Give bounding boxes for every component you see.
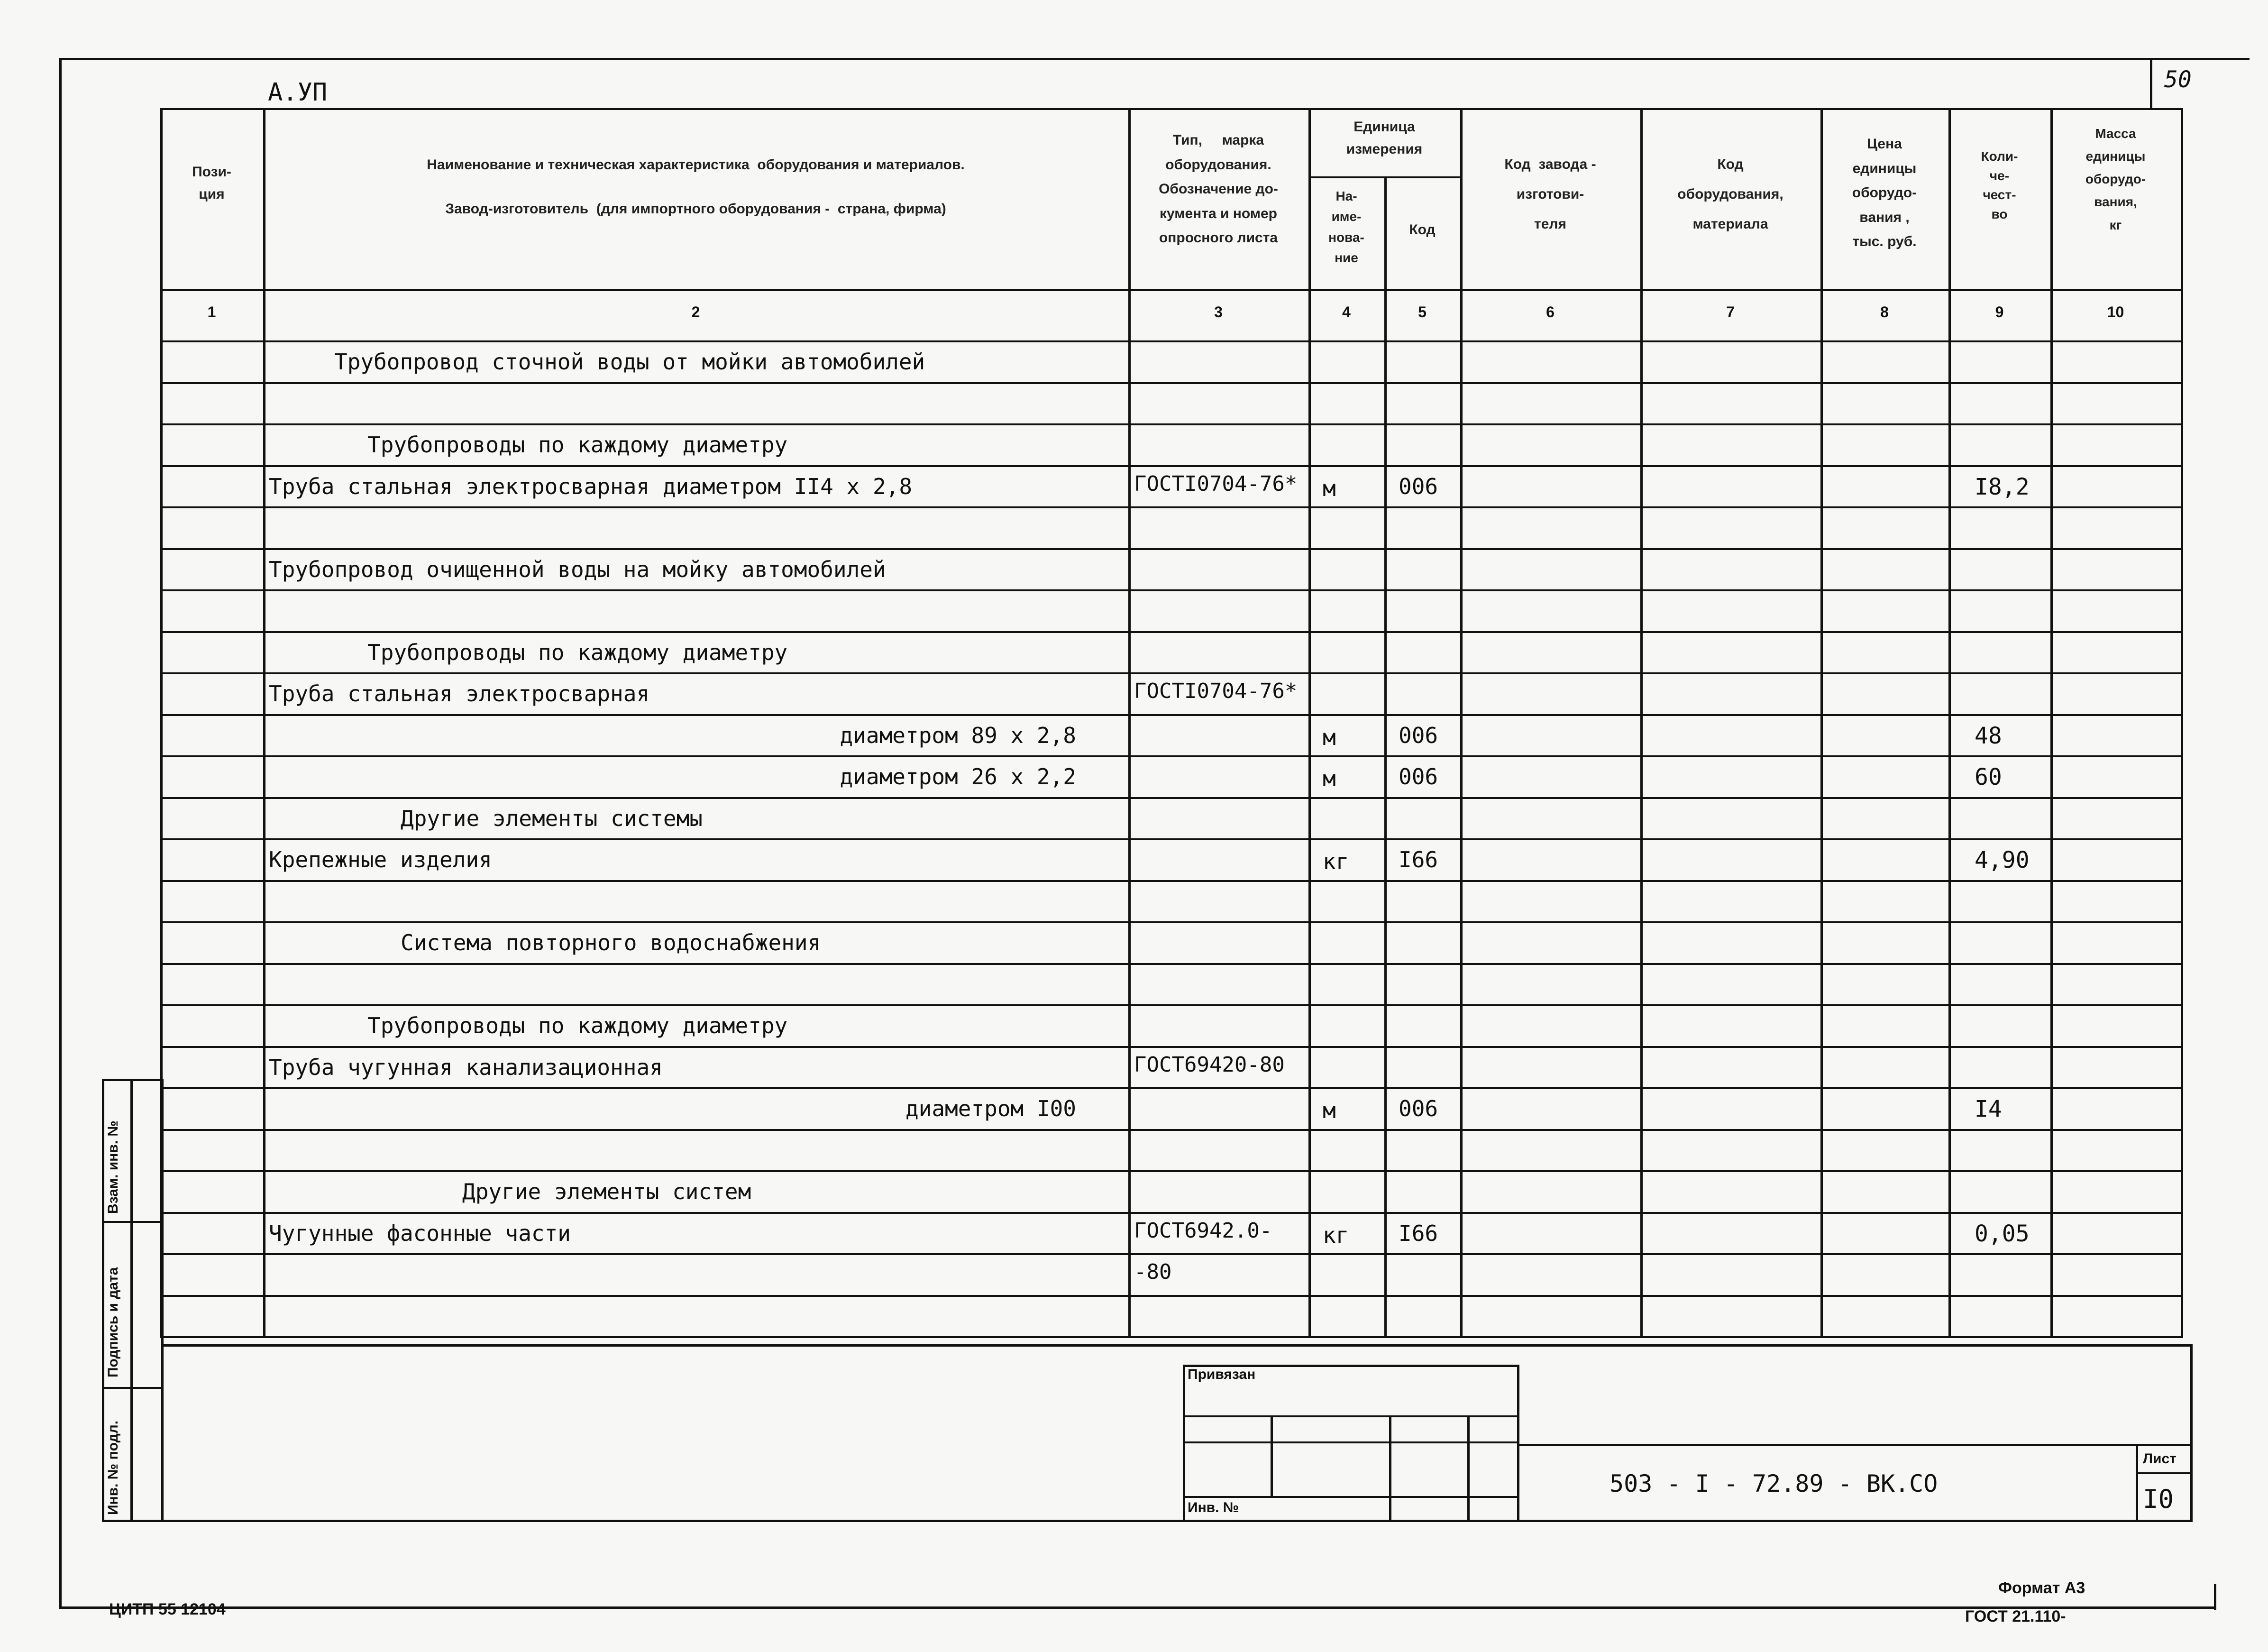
row-line [160, 1087, 2181, 1089]
row-line [160, 1336, 2181, 1338]
row-name: Труба стальная электросварная [269, 681, 650, 707]
row-line [160, 465, 2181, 467]
sheet-number: I0 [2143, 1484, 2174, 1514]
row-name: Трубопроводы по каждому диаметру [367, 432, 788, 458]
row-name: Трубопровод сточной воды от мойки автомобилей [334, 349, 925, 375]
header-equip-code: Код оборудования, материала [1677, 156, 1783, 232]
numbers-bottom-line [160, 340, 2181, 342]
row-line [160, 921, 2181, 923]
table-top-line [160, 108, 2181, 110]
row-qty: 48 [1975, 722, 2002, 749]
row-line [160, 963, 2181, 965]
row-name: диаметром 89 x 2,8 [840, 722, 1076, 748]
privyazan-vline-1 [1271, 1415, 1273, 1496]
row-type: ГОСТ69420-80 [1134, 1052, 1285, 1077]
column-number: 6 [1546, 303, 1555, 321]
privyazan-label: Привязан [1188, 1367, 1256, 1382]
header-name: Наименование и техническая характеристика оборудования и материалов. Завод-изготовитель (для импортного оборудования - страна, фирма) [427, 157, 965, 217]
column-line [1948, 108, 1951, 1338]
row-line [160, 1046, 2181, 1048]
footer-tick [2214, 1584, 2216, 1610]
row-unit: м [1323, 724, 1336, 750]
row-name: Чугунные фасонные части [269, 1220, 571, 1246]
row-line [160, 1253, 2181, 1255]
album-label: А.УП [268, 78, 328, 107]
side-field-replace-inv: Взам. инв. № [105, 1120, 121, 1214]
row-name: Система повторного водоснабжения [401, 930, 821, 955]
header-unit: Единица измерения [1346, 119, 1423, 157]
row-name: Крепежные изделия [269, 847, 492, 872]
row-qty: 60 [1975, 764, 2002, 790]
row-type: ГОСТI0704-76* [1134, 471, 1298, 496]
header-price: Цена единицы оборудо- вания , тыс. руб. [1852, 136, 1917, 250]
sheet-corner-number: 50 [2164, 66, 2192, 93]
column-number: 7 [1726, 303, 1735, 321]
row-name: Труба стальная электросварная диаметром II4 x 2,8 [269, 473, 913, 499]
row-qty: I8,2 [1975, 473, 2030, 500]
row-name: Трубопроводы по каждому диаметру [367, 1013, 788, 1038]
row-line [160, 423, 2181, 425]
row-line [160, 755, 2181, 757]
header-unit-code: Код [1409, 222, 1436, 238]
row-name: Трубопровод очищенной воды на мойку автомобилей [269, 556, 886, 582]
row-line [160, 714, 2181, 716]
row-qty: 4,90 [1975, 847, 2030, 873]
row-unit: кг [1323, 849, 1349, 874]
row-line [160, 672, 2181, 674]
column-number: 3 [1214, 303, 1223, 321]
inv-no-label: Инв. № [1188, 1500, 1239, 1515]
row-code: I66 [1399, 847, 1438, 872]
row-unit: м [1323, 1098, 1336, 1123]
row-line [160, 1004, 2181, 1006]
footer-gost: ГОСТ 21.110- [1965, 1607, 2066, 1625]
row-code: 006 [1399, 1096, 1438, 1121]
row-code: 006 [1399, 473, 1438, 499]
column-number: 5 [1418, 303, 1427, 321]
header-mfr-code: Код завода - изготови- теля [1504, 156, 1596, 232]
footer-code: ЦИТП 55 12104 [109, 1600, 226, 1618]
column-number: 8 [1880, 303, 1889, 321]
title-block-top [1519, 1444, 2193, 1446]
footer-format: Формат А3 [1998, 1579, 2085, 1597]
header-unit-name: На- име- нова- ние [1328, 189, 1364, 266]
document-code: 503 - I - 72.89 - ВК.СО [1610, 1470, 1938, 1497]
side-margin-sep-1 [102, 1221, 164, 1223]
row-name: Другие элементы систем [462, 1179, 751, 1204]
row-name: Другие элементы системы [401, 805, 703, 831]
column-line [1308, 108, 1311, 1338]
column-line [2050, 108, 2053, 1338]
row-line [160, 838, 2181, 840]
row-line [160, 1212, 2181, 1214]
column-line [2181, 108, 2183, 1338]
row-code: 006 [1399, 764, 1438, 789]
row-name: Труба чугунная канализационная [269, 1054, 663, 1080]
header-pos: Пози- ция [192, 164, 231, 202]
sheet-box-divider [2136, 1444, 2138, 1522]
privyazan-vline-3 [1467, 1415, 1470, 1522]
column-line [1460, 108, 1463, 1338]
row-line [160, 382, 2181, 384]
row-line [160, 1170, 2181, 1172]
column-number: 1 [207, 303, 216, 321]
side-margin-sep-2 [102, 1387, 164, 1389]
row-line [160, 1295, 2181, 1297]
row-line [160, 631, 2181, 633]
column-line [1640, 108, 1643, 1338]
side-margin-divider [130, 1079, 133, 1522]
sheet-label: Лист [2143, 1451, 2177, 1467]
row-name: диаметром 26 x 2,2 [840, 764, 1076, 789]
column-line [1128, 108, 1131, 1338]
row-unit: м [1323, 475, 1336, 501]
row-type: ГОСТI0704-76* [1134, 679, 1298, 703]
row-type: -80 [1134, 1260, 1172, 1284]
row-name: диаметром I00 [905, 1096, 1076, 1121]
column-line [1820, 108, 1823, 1338]
page-frame-bottom [59, 1606, 2214, 1609]
row-qty: I4 [1975, 1096, 2002, 1122]
header-bottom-line [160, 289, 2181, 291]
row-line [160, 1129, 2181, 1131]
column-line [1384, 176, 1387, 1338]
row-line [160, 506, 2181, 508]
row-line [160, 548, 2181, 550]
side-field-signature-date: Подпись и дата [105, 1267, 121, 1377]
corner-divider [2150, 58, 2152, 110]
row-line [160, 589, 2181, 591]
row-name: Трубопроводы по каждому диаметру [367, 639, 788, 665]
sheet-box-line [2136, 1472, 2193, 1474]
column-number: 4 [1342, 303, 1351, 321]
row-unit: м [1323, 766, 1336, 791]
row-type: ГОСТ6942.0- [1134, 1218, 1272, 1243]
side-field-inv-original: Инв. № подл. [105, 1420, 121, 1515]
header-qty: Коли- че- чест- во [1981, 149, 2018, 221]
column-number: 2 [691, 303, 700, 321]
row-line [160, 880, 2181, 882]
header-type: Тип, марка оборудования. Обозначение до- кумента и номер опросного листа [1159, 132, 1278, 246]
row-code: 006 [1399, 722, 1438, 748]
privyazan-vline-2 [1389, 1415, 1391, 1522]
row-code: I66 [1399, 1220, 1438, 1246]
row-qty: 0,05 [1975, 1220, 2030, 1247]
column-number: 10 [2107, 303, 2124, 321]
header-mass: Масса единицы оборудо- вания, кг [2085, 126, 2146, 232]
row-unit: кг [1323, 1222, 1349, 1248]
column-number: 9 [1995, 303, 2004, 321]
row-line [160, 797, 2181, 799]
